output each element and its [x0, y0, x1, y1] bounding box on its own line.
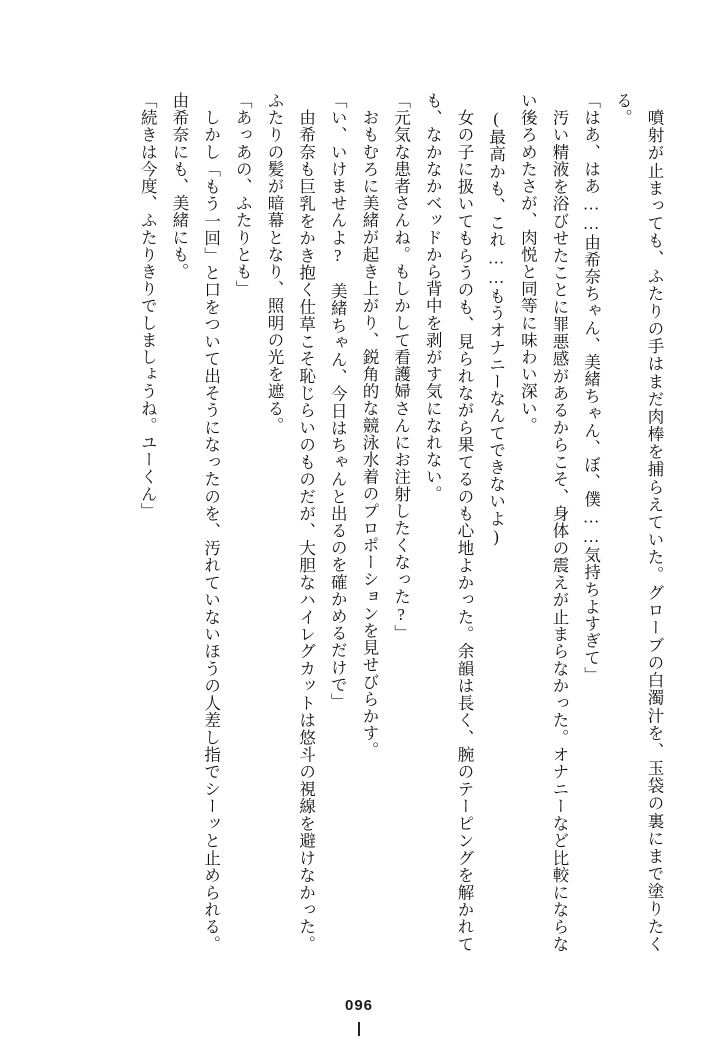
- paragraph: おもむろに美緒が起き上がり、鋭角的な競泳水着のプロポーションを見せびらかす。: [359, 108, 379, 759]
- paragraph: しかし「もう一回」と口をついて出そうになったのを、汚れていないほうの人差し指でシーッと止められる。由希奈にも、美緒にも。: [169, 92, 221, 952]
- body-text: [62, 92, 670, 952]
- paragraph: 「い、いけませんよ? 美緒ちゃん、今日はちゃんと出るのを確かめるだけで」: [328, 92, 348, 711]
- page-number: 096: [344, 997, 374, 1014]
- spine-mark: [358, 1022, 360, 1036]
- paragraph: 女の子に扱いてもらうのも、見られながら果てるのも心地よかった。余韻は長く、腕のテーピングを解かれても、なかなかベッドから背中を剥がす気になれない。: [423, 92, 474, 952]
- paragraph: (最高かも、これ……もうオナニーなんてできないよ): [486, 108, 506, 546]
- paragraph: 「あっあの、ふたりとも」: [233, 92, 253, 298]
- paragraph: 「はあ、はあ……由希奈ちゃん、美緒ちゃん、ぼ、僕……気持ちよすぎて」: [581, 92, 601, 684]
- paragraph: 「元気な患者さんね。もしかして看護婦さんにお注射したくなった?」: [391, 92, 411, 642]
- paragraph: 噴射が止まっても、ふたりの手はまだ肉棒を捕らえていた。グローブの白濁汁を、玉袋の裏にまで塗りたくる。: [613, 92, 664, 952]
- paragraph: 「続きは今度、ふたりきりでしましょうね。ユーくん」: [138, 92, 158, 520]
- paragraph: 由希奈も巨乳をかき抱く仕草こそ恥じらいのものだが、大胆なハイレグカットは悠斗の視線を避けなかった。ふたりの髪が暗幕となり、照明の光を遮る。: [264, 92, 316, 952]
- paragraph: 汚い精液を浴びせたことに罪悪感があるからこそ、身体の震えが止まらなかった。オナニーなど比較にならない後ろめたさが、肉悦と同等に味わい深い。: [518, 92, 569, 952]
